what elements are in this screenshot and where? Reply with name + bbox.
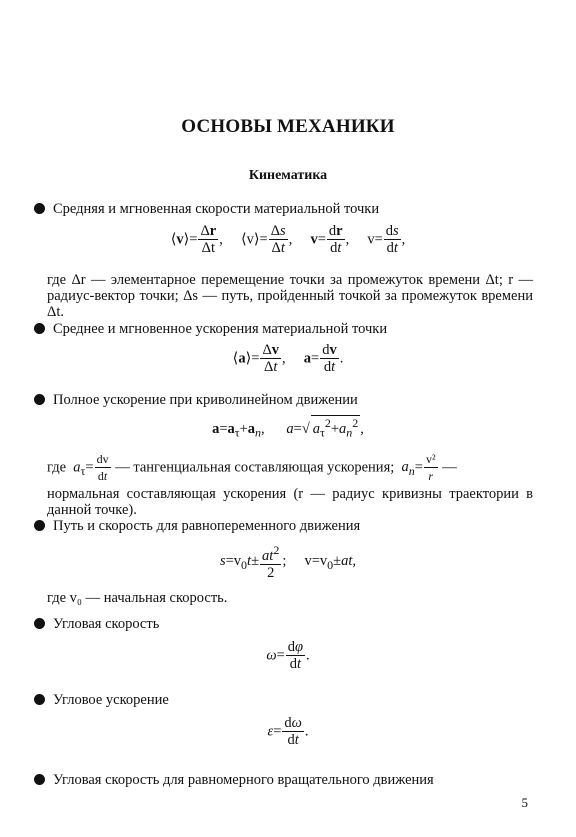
list-item [34, 321, 387, 338]
bullet-text: Путь и скорость для равнопеременного движения [53, 518, 361, 534]
bullet-icon [34, 203, 45, 214]
list-item [34, 518, 360, 535]
text-span: — тангенциальная составляющая ускорения; [115, 459, 395, 476]
bullet-text: Среднее и мгновенное ускорения материальной точки [53, 321, 388, 337]
page-number: 5 [521, 795, 528, 810]
list-item [34, 616, 159, 633]
text-span: — [442, 459, 457, 476]
bullet-icon [34, 618, 45, 629]
formula-acceleration: ⟨a⟩= $\frac{\Delta v}{\Delta t}$ , a= $\frac{dv}{dt}$ . [232, 342, 344, 375]
paragraph: где Δr — элементарное перемещение точки за промежуток времени Δt; r — радиус-вектор точки; Δs — путь, пройденный точкой за промежуток времени Δt. [47, 272, 533, 320]
formula-angular-accel: ε= $\frac{d\omega}{dt}$ . [267, 715, 309, 748]
bullet-text: Угловое ускорение [53, 692, 169, 708]
paragraph: нормальная составляющая ускорения (r — радиус кривизны траектории в данной точке). [47, 486, 533, 518]
page-title: ОСНОВЫ МЕХАНИКИ [181, 116, 395, 137]
formula-velocity: ⟨v⟩= $\frac{\Delta r}{\Delta t}$ , ⟨v⟩= $\frac{\Delta s}{\Delta t}$ , v= $\frac{dr}{dt}$ , v= $\frac{ds}{dt}$ , [170, 223, 406, 256]
paragraph-tangential: где $a_\tau=$ $\frac{dv}{dt}$ — тангенциальная составляющая ускорения; $a_n=$ $\frac{\text{v²}}{r}$ — [47, 452, 457, 483]
formula-full-acceleration: $a=a_\tau+a_n$, a=√ $a_\tau^2+a_n^2$ , [212, 416, 364, 440]
list-item [34, 392, 358, 409]
text-span: где [47, 459, 67, 476]
list-item [34, 772, 434, 789]
bullet-text: Угловая скорость [53, 616, 160, 632]
section-title: Кинематика [248, 168, 328, 183]
list-item [34, 692, 169, 709]
formula-uniform-accel: $s=v_0t\pm$ $\frac{at^2}{2}$ ; $v=v_0\pm at$, [219, 543, 357, 581]
paragraph: где v₀ — начальная скорость. [47, 590, 228, 606]
bullet-text: Средняя и мгновенная скорости материальной точки [53, 201, 380, 217]
bullet-icon [34, 323, 45, 334]
formula-angular-velocity: ω= $\frac{d\varphi}{dt}$ . [266, 639, 310, 672]
bullet-text: Угловая скорость для равномерного вращательного движения [53, 772, 434, 788]
bullet-icon [34, 520, 45, 531]
bullet-icon [34, 774, 45, 785]
bullet-icon [34, 394, 45, 405]
bullet-text: Полное ускорение при криволинейном движении [53, 392, 358, 408]
bullet-icon [34, 694, 45, 705]
list-item [34, 201, 379, 218]
